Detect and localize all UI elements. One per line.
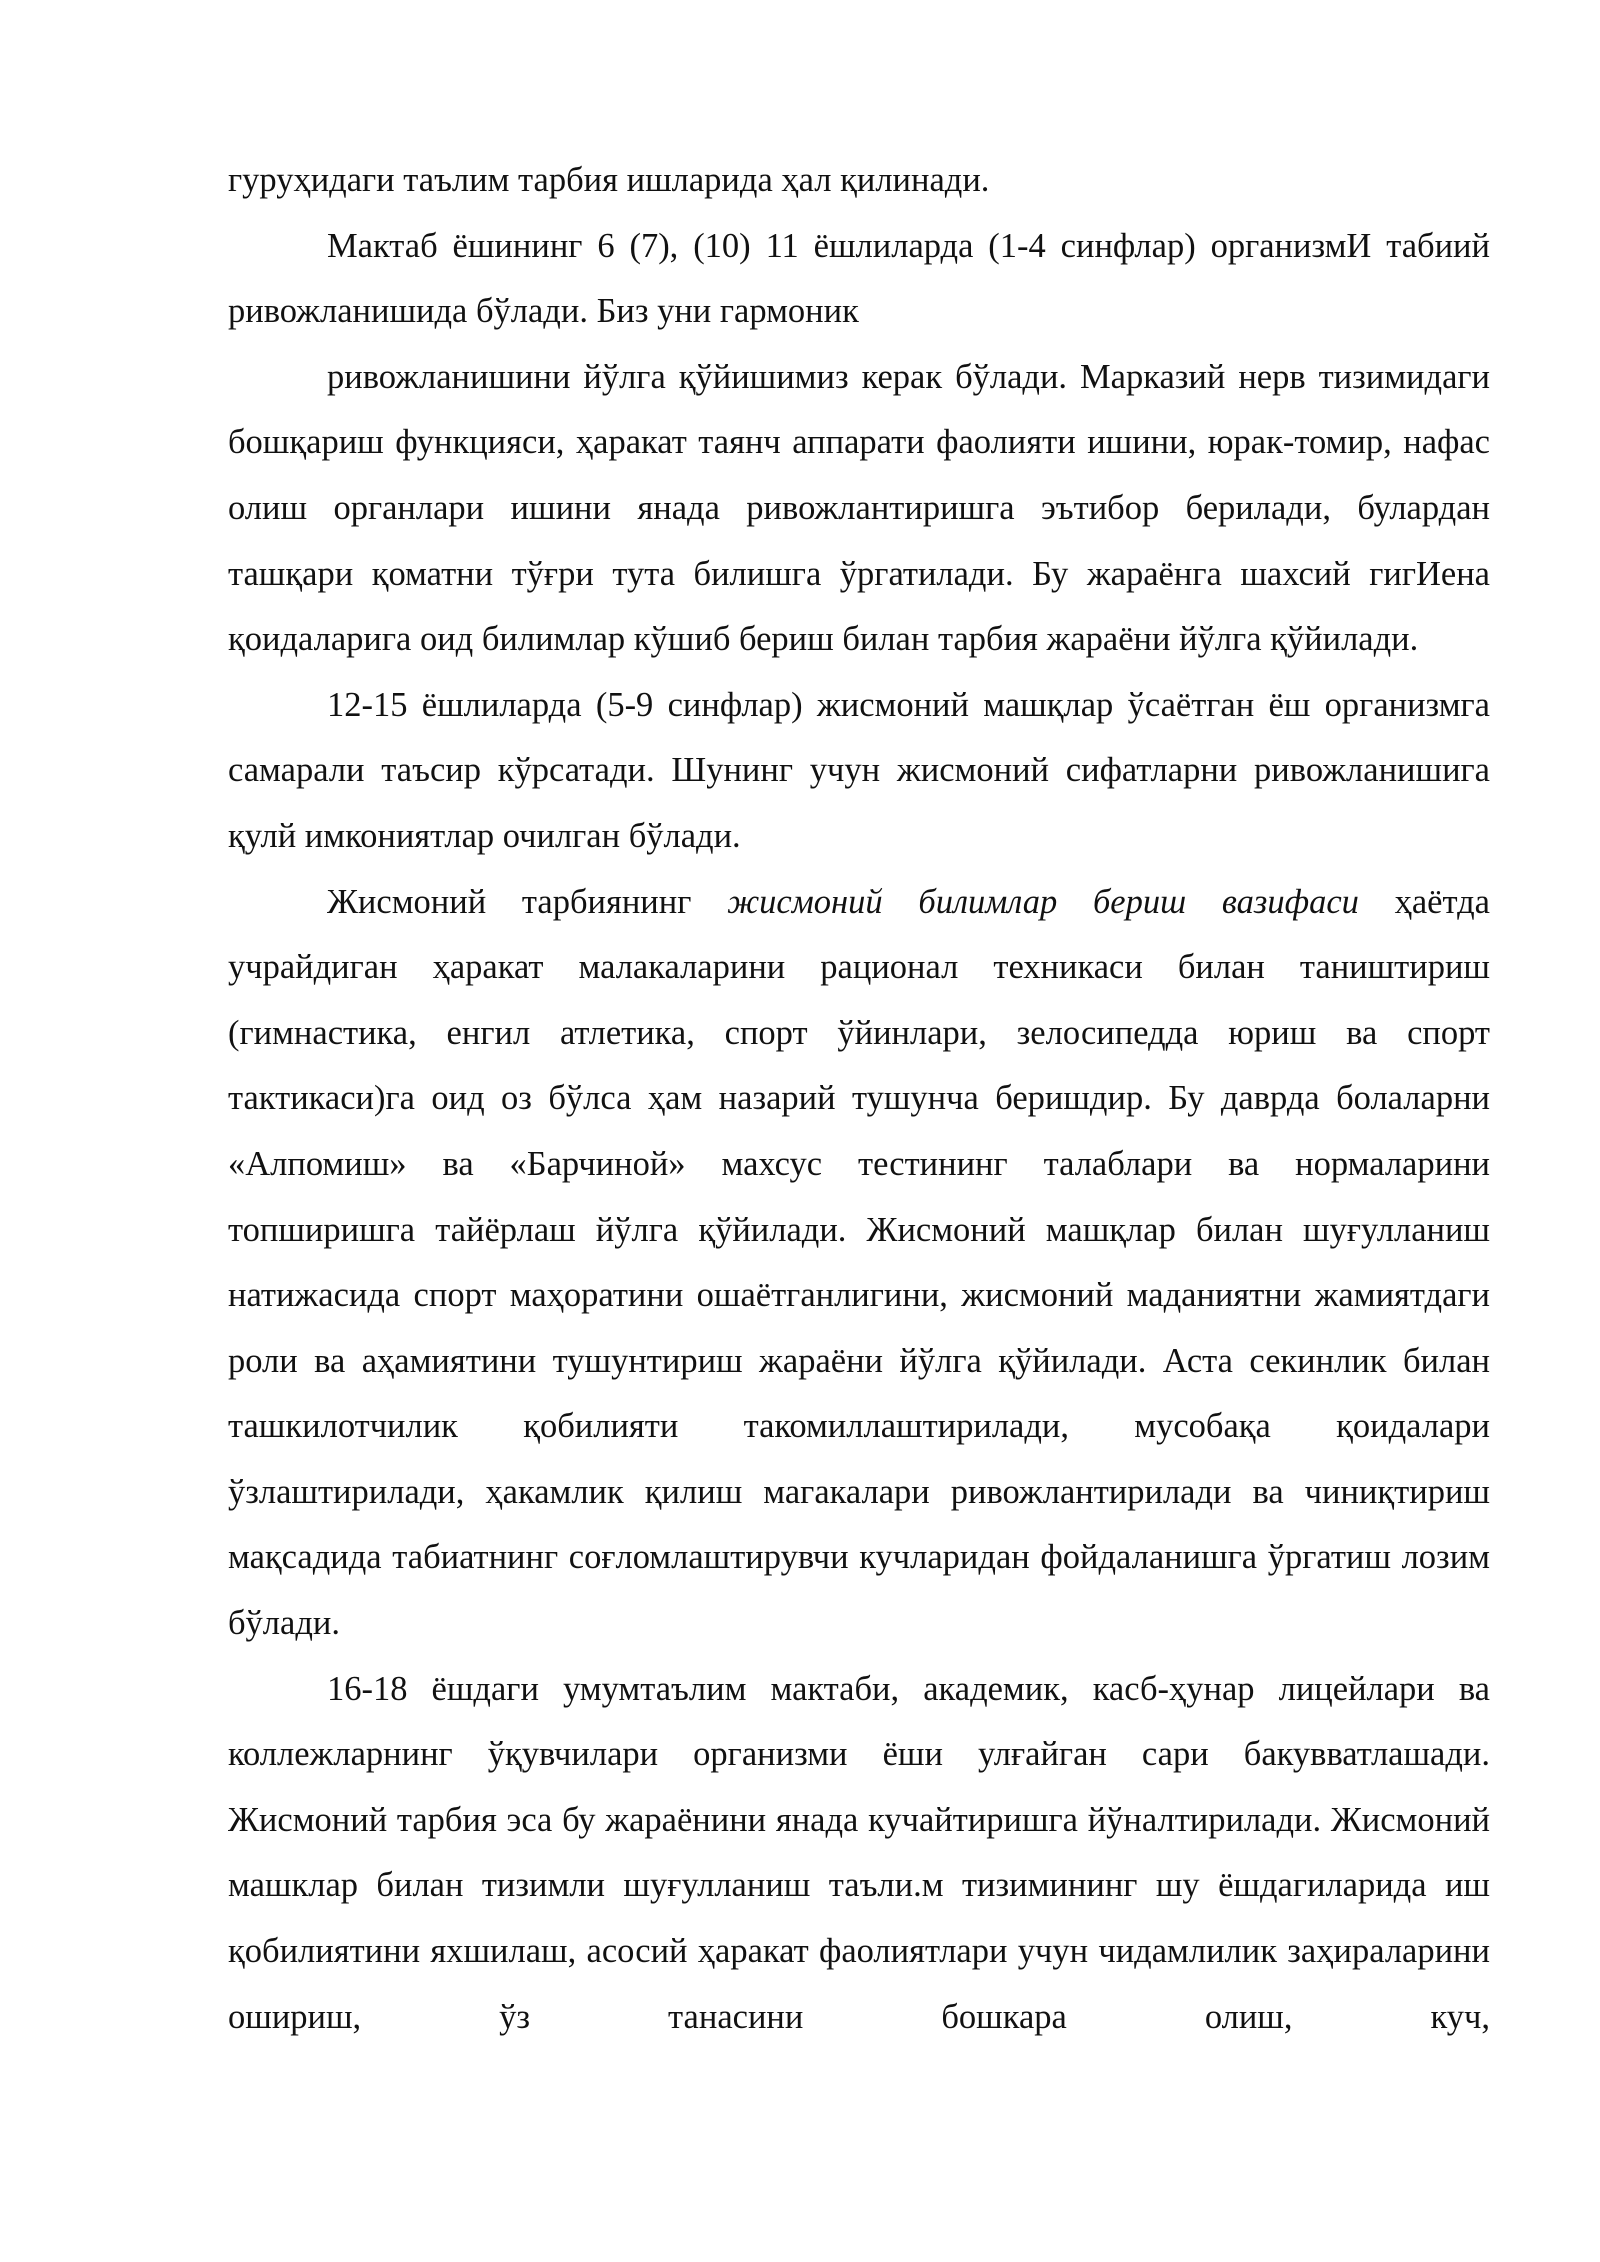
paragraph-5-italic-phrase: жисмоний билимлар бериш вазифаси [727, 882, 1359, 921]
paragraph-3-text: ривожланишини йўлга қўйишимиз керак бўлади. Марказий нерв тизимидаги бошқариш функцияси, ҳаракат таянч аппарати фаолияти ишини, юрак-томир, нафас олиш органлари ишини янада ривожлантиришга эътибор берилади, булардан ташқари қоматни тўғри тута билишга ўргатилади. Бу жараёнга шахсий гигИена қоидаларига оид билимлар кўшиб бериш билан тарбия жараёни йўлга қўйилади. [228, 357, 1490, 659]
paragraph-5-text-start: Жисмоний тарбиянинг [327, 882, 728, 921]
paragraph-1-text: гуруҳидаги таълим тарбия ишларида ҳал қилинади. [228, 161, 990, 199]
document-page [228, 148, 1490, 2050]
paragraph-2-text: Мактаб ёшининг 6 (7), (10) 11 ёшлиларда (1-4 синфлар) организмИ табиий ривожланишида бўлади. Биз уни гармоник [228, 226, 1490, 331]
paragraph-5-text-end: ҳаётда учрайдиган ҳаракат малакаларини рационал техникаси билан таништириш (гимнастика, енгил атлетика, спорт ўйинлари, зелосипедда юриш ва спорт тактикаси)га оид оз бўлса ҳам назарий тушунча беришдир. Бу даврда болаларни «Алпомиш» ва «Барчиной» махсус тестининг талаблари ва нормаларини топширишга тайёрлаш йўлга қўйилади. Жисмоний машқлар билан шуғулланиш натижасида спорт маҳоратини ошаётганлигини, жисмоний маданиятни жамиятдаги роли ва аҳамиятини тушунтириш жараёни йўлга қўйилади. Аста секинлик билан ташкилотчилик қобилияти такомиллаштирилади, мусобақа қоидалари ўзлаштирилади, ҳакамлик қилиш магакалари ривожлантирилади ва чиниқтириш мақсадида табиатнинг соғломлаштирувчи кучларидан фойдаланишга ўргатиш лозим бўлади. [228, 882, 1490, 1643]
paragraph-4-text: 12-15 ёшлиларда (5-9 синфлар) жисмоний машқлар ўсаётган ёш организмга самарали таъсир кўрсатади. Шунинг учун жисмоний сифатларни ривожланишига қулй имкониятлар очилган бўлади. [228, 685, 1490, 855]
paragraph-6 [228, 1657, 1490, 2051]
paragraph-6-text: 16-18 ёшдаги умумтаълим мактаби, академик, касб-ҳунар лицейлари ва коллежларнинг ўқувчилари организми ёши улғайган сари бакувватлашади. Жисмоний тарбия эса бу жараёнини янада кучайтиришга йўналтирилади. Жисмоний машклар билан тизимли шуғулланиш таъли.м тизимининг шу ёшдагиларида иш қобилиятини яхшилаш, асосий ҳаракат фаолиятлари учун чидамлилик заҳираларини ошириш, ўз танасини бошкара олиш, куч, [228, 1669, 1490, 2036]
paragraph-1 [228, 148, 1490, 214]
paragraph-4 [228, 673, 1490, 870]
paragraph-2 [228, 214, 1490, 345]
paragraph-5 [228, 870, 1490, 1657]
paragraph-3 [228, 345, 1490, 673]
